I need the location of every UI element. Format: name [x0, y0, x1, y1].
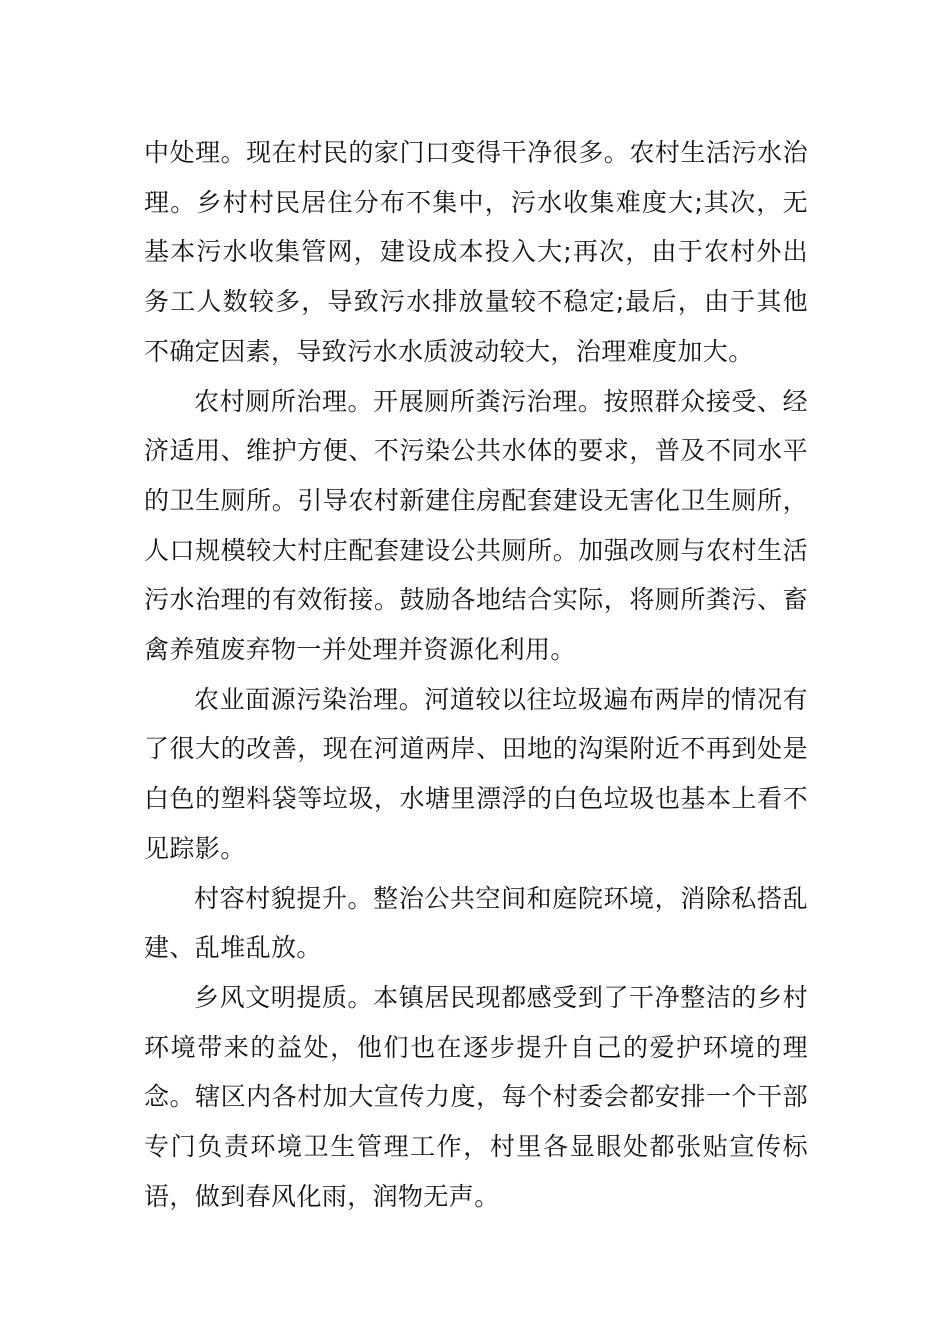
- paragraph-agricultural-pollution: 农业面源污染治理。河道较以往垃圾遍布两岸的情况有了很大的改善，现在河道两岸、田地的沟渠附近不再到处是白色的塑料袋等垃圾，水塘里漂浮的白色垃圾也基本上看不见踪影。: [144, 684, 808, 863]
- paragraph-toilet-treatment: 农村厕所治理。开展厕所粪污治理。按照群众接受、经济适用、维护方便、不污染公共水体的要求，普及不同水平的卫生厕所。引导农村新建住房配套建设无害化卫生厕所，人口规模较大村庄配套建设公共厕所。加强改厕与农村生活污水治理的有效衔接。鼓励各地结合实际，将厕所粪污、畜禽养殖废弃物一并处理并资源化利用。: [144, 386, 808, 665]
- document-body: [144, 128, 808, 1221]
- paragraph-continued: 中处理。现在村民的家门口变得干净很多。农村生活污水治理。乡村村民居住分布不集中，污水收集难度大;其次，无基本污水收集管网，建设成本投入大;再次，由于农村外出务工人数较多，导致污水排放量较不稳定;最后，由于其他不确定因素，导致污水水质波动较大，治理难度加大。: [144, 138, 808, 366]
- paragraph-village-appearance: 村容村貌提升。整治公共空间和庭院环境，消除私搭乱建、乱堆乱放。: [144, 883, 808, 963]
- paragraph-rural-civilization: 乡风文明提质。本镇居民现都感受到了干净整洁的乡村环境带来的益处，他们也在逐步提升自己的爱护环境的理念。辖区内各村加大宣传力度，每个村委会都安排一个干部专门负责环境卫生管理工作，村里各显眼处都张贴宣传标语，做到春风化雨，润物无声。: [144, 982, 808, 1211]
